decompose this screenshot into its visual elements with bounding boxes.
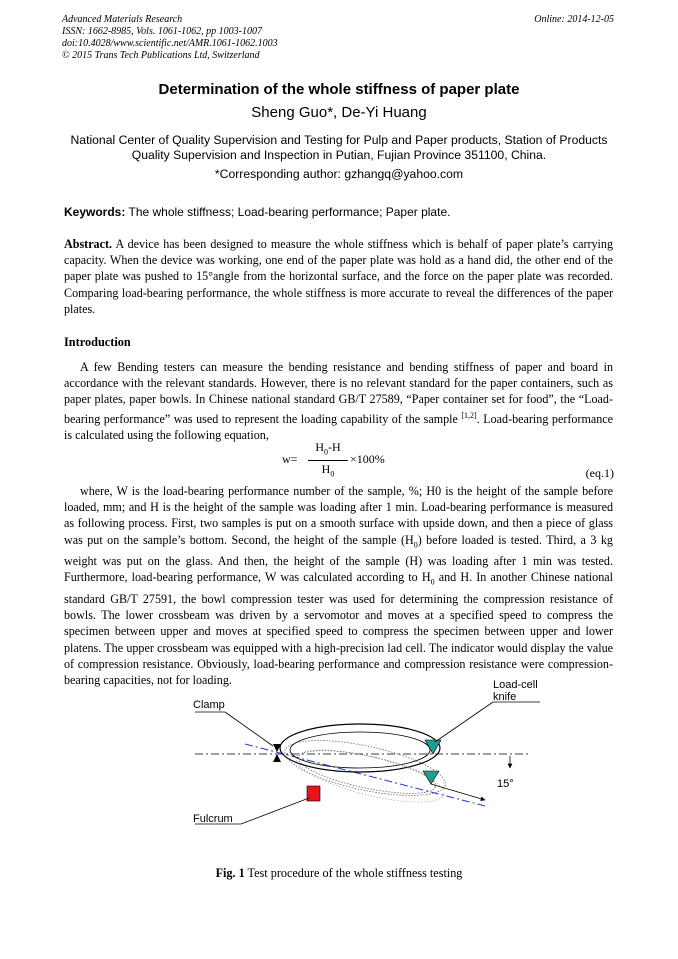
- doi-line: doi:10.4028/www.scientific.net/AMR.1061-1062.1003: [62, 38, 278, 49]
- push-arrow: [431, 784, 485, 800]
- citation-ref: [1,2]: [461, 410, 477, 420]
- paper-title: Determination of the whole stiffness of paper plate: [158, 81, 520, 98]
- intro-paragraph-1: [64, 359, 613, 443]
- intro-p1-text: A few Bending testers can measure the bending resistance and bending stiffness of paper and board in accordance with the relevant standards. However, there is no relevant standard for the paper containers, such as paper plates, paper bowls. In Chinese national standard GB/T 27589, “Paper container set for food”, the “Load-bearing performance” was used to represent the loading capability of the sample: [64, 360, 613, 426]
- figure-caption-label: Fig. 1: [215, 866, 245, 880]
- equation-fraction: [308, 440, 348, 482]
- section-heading-introduction: Introduction: [64, 335, 131, 349]
- figure-caption-text: Test procedure of the whole stiffness testing: [244, 866, 463, 880]
- knife-label-line1: Load-cell: [493, 679, 538, 691]
- issn-line: ISSN: 1662-8985, Vols. 1061-1062, pp 1003-1007: [62, 26, 262, 37]
- abstract: [64, 236, 613, 317]
- affiliation: National Center of Quality Supervision and Testing for Pulp and Paper products, Station of Products Quality Supervision and Inspection in Putian, Fujian Province 351100, China.: [70, 133, 608, 162]
- clamp-label: Clamp: [193, 699, 225, 711]
- intro-paragraph-2: where, W is the load-bearing performance number of the sample, %; H0 is the height of the sample before loaded, mm; and H is the height of the sample was loading after 1 min. Load-bearing performance is measured as following process. First, two samples is put on a smooth surface with upside down, and then a piece of glass was put on the sample’s bottom. Second, the height of the sample $(H_0)$ before loaded is tested. Third, a 3 kg weight was put on the glass. And then, the height of the sample (H) was loading after 1 min was tested. Furthermore, load-bearing performance, W was calculated according to $H_0$ and H. In another Chinese national standard GB/T 27591, the bowl compression tester was used for determining the compression resistance of bowls. The lower crossbeam was driven by a servomotor and moves at a specified speed to compress the specimen between upper and moves at specified speed to compress the specimen between upper and lower platens. The upper crossbeam was equipped with a high-precision lad cell. The indicator would display the value of compression resistance. Obviously, load-bearing performance and compression resistance were compression-bearing capacities, not for loading.: [64, 484, 613, 688]
- abstract-label: Abstract.: [64, 237, 113, 251]
- figure-caption: [0, 866, 678, 881]
- paper-plate-inner: [290, 732, 430, 768]
- keywords-label: Keywords:: [64, 205, 126, 219]
- online-date: Online: 2014-12-05: [534, 14, 614, 25]
- corresponding-author: *Corresponding author: gzhangq@yahoo.com: [214, 167, 464, 181]
- tilted-reference-line: [245, 744, 485, 806]
- paper-authors: Sheng Guo*, De-Yi Huang: [251, 104, 427, 121]
- journal-header: [62, 14, 278, 62]
- clamp-shape-lower: [273, 754, 281, 762]
- load-cell-knife-lower: [423, 771, 439, 784]
- paper-plate-outer: [280, 724, 440, 772]
- test-procedure-diagram: [185, 676, 550, 836]
- copyright-line: © 2015 Trans Tech Publications Ltd, Switzerland: [62, 50, 260, 61]
- equation-numerator: $H_0-H$: [315, 440, 341, 457]
- fulcrum-block: [307, 786, 320, 801]
- figure-1: [185, 676, 550, 841]
- equation-number: (eq.1): [585, 466, 614, 480]
- equation-lhs: w=: [282, 452, 298, 466]
- equation-rhs: ×100%: [350, 452, 385, 466]
- fulcrum-label: Fulcrum: [193, 813, 233, 825]
- equation-denominator: $H_0$: [321, 462, 335, 479]
- knife-label-line2: knife: [493, 691, 517, 703]
- keywords: [64, 205, 450, 219]
- fraction-bar: [308, 460, 348, 461]
- angle-label: 15°: [497, 778, 514, 790]
- abstract-text: A device has been designed to measure the whole stiffness which is behalf of paper plate’s carrying capacity. When the device was working, one end of the paper plate was hold as a hand did, the other end of the paper plate was pushed to 15°angle from the horizontal surface, and the force on the paper plate was recorded. Comparing load-bearing performance, the whole stiffness is more accurate to reveal the differences of the paper plates.: [64, 237, 614, 316]
- intro-p1-end: . Load-bearing performance is calculated using the following equation,: [64, 411, 614, 442]
- knife-leader-line: [435, 702, 493, 742]
- journal-name: Advanced Materials Research: [62, 14, 183, 25]
- keywords-text: The whole stiffness; Load-bearing performance; Paper plate.: [128, 205, 451, 219]
